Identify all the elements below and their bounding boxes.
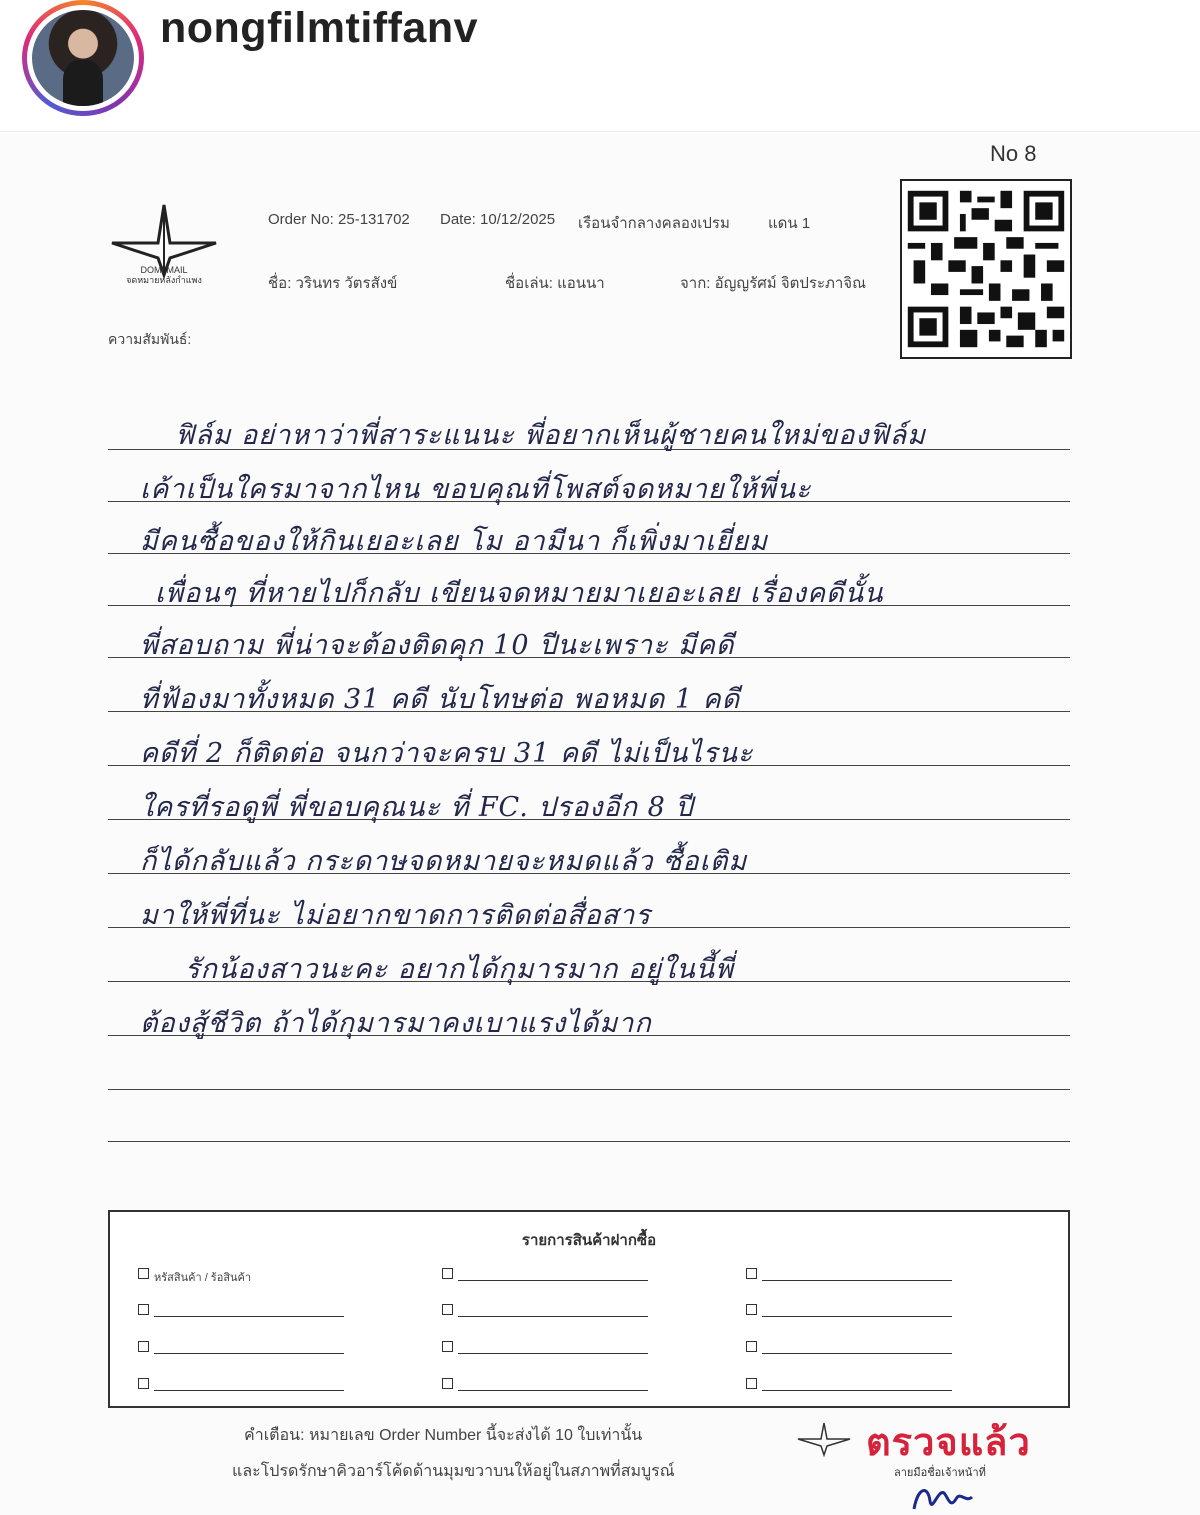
product-box-title: รายการสินค้าฝากซื้อ <box>521 1232 657 1249</box>
username[interactable]: nongfilmtiffanv <box>160 4 479 52</box>
avatar[interactable] <box>22 0 144 116</box>
logo-caption: DOMI MAIL จดหมายหลังกำแพง <box>126 265 202 285</box>
checkbox[interactable] <box>746 1341 757 1352</box>
ruled-line <box>108 1141 1070 1142</box>
checkbox[interactable] <box>138 1378 149 1389</box>
checkbox[interactable] <box>746 1304 757 1315</box>
post-header <box>0 0 1200 132</box>
order-date: Date: 10/12/2025 <box>440 211 556 228</box>
product-label: หรัสสินค้า / ร้อสินค้า <box>154 1272 252 1284</box>
checkbox[interactable] <box>442 1378 453 1389</box>
product-order-box <box>108 1210 1070 1408</box>
checkbox[interactable] <box>442 1268 453 1279</box>
stamp-caption: ลายมือชื่อเจ้าหน้าที่ <box>894 1467 986 1479</box>
handwritten-line: ที่ฟ้องมาทั้งหมด 31 คดี นับโทษต่อ พอหมด 1 คดี <box>140 684 741 715</box>
handwritten-line: รักน้องสาวนะคะ อยากได้กุมารมาก อยู่ในนี้พี่ <box>185 954 734 985</box>
signature-icon <box>908 1479 978 1515</box>
letter-image <box>0 133 1200 1515</box>
entry-line <box>154 1353 344 1354</box>
warning-line-1: คำเตือน: หมายเลข Order Number นี้จะส่งได้ 10 ใบเท่านั้น <box>244 1427 643 1444</box>
entry-line <box>458 1390 648 1391</box>
ruled-line <box>108 1089 1070 1090</box>
stamp-logo-icon <box>796 1421 852 1461</box>
recipient-name: ชื่อ: วรินทร วัตรสังข์ <box>268 275 398 292</box>
handwritten-line: ใครที่รอดูพี่ พี่ขอบคุณนะ ที่ FC. ปรองอีก 8 ปี <box>140 792 694 823</box>
checkbox[interactable] <box>442 1304 453 1315</box>
checkbox[interactable] <box>138 1341 149 1352</box>
checkbox[interactable] <box>138 1268 149 1279</box>
sheet-number: No 8 <box>990 141 1037 166</box>
handwritten-line: มีคนซื้อของให้กินเยอะเลย โม อามีนา ก็เพิ่งมาเยี่ยม <box>140 526 768 557</box>
sender-name: จาก: อัญญรัศม์ จิตประภาจิณ <box>680 275 867 292</box>
handwritten-line: คดีที่ 2 ก็ติดต่อ จนกว่าจะครบ 31 คดี ไม่เป็นไรนะ <box>140 738 754 769</box>
handwritten-line: ฟิล์ม อย่าหาว่าพี่สาระแนนะ พี่อยากเห็นผู้ชายคนใหม่ของฟิล์ม <box>175 420 926 451</box>
profile-photo-icon <box>32 10 134 106</box>
handwritten-line: ก็ได้กลับแล้ว กระดาษจดหมายจะหมดแล้ว ซื้อเติม <box>140 846 748 877</box>
warning-line-2: และโปรดรักษาคิวอาร์โค้ดด้านมุมขวาบนให้อยู่ในสภาพที่สมบูรณ์ <box>232 1463 675 1480</box>
handwritten-line: พี่สอบถาม พี่น่าจะต้องติดคุก 10 ปีนะเพราะ มีคดี <box>140 630 735 661</box>
handwritten-line: เค้าเป็นใครมาจากไหน ขอบคุณที่โพสต์จดหมายให้พี่นะ <box>140 474 812 505</box>
checkbox[interactable] <box>746 1378 757 1389</box>
checkbox[interactable] <box>138 1304 149 1315</box>
handwritten-line: ต้องสู้ชีวิต ถ้าได้กุมารมาคงเบาแรงได้มาก <box>140 1008 652 1039</box>
order-number: Order No: 25-131702 <box>268 211 410 228</box>
handwritten-line: เพื่อนๆ ที่หายไปก็กลับ เขียนจดหมายมาเยอะเลย เรื่องคดีนั้น <box>155 578 884 609</box>
recipient-nickname: ชื่อเล่น: แอนนา <box>505 275 605 292</box>
entry-line <box>154 1316 344 1317</box>
checkbox[interactable] <box>442 1341 453 1352</box>
entry-line <box>762 1353 952 1354</box>
entry-line <box>762 1280 952 1281</box>
relationship-label: ความสัมพันธ์: <box>108 331 192 347</box>
entry-line <box>762 1316 952 1317</box>
handwritten-line: มาให้พี่ที่นะ ไม่อยากขาดการติดต่อสื่อสาร <box>140 900 651 931</box>
prison-name: เรือนจำกลางคลองเปรม <box>578 215 730 232</box>
inspected-stamp: ตรวจแล้ว <box>866 1420 1031 1464</box>
entry-line <box>458 1316 648 1317</box>
entry-line <box>154 1390 344 1391</box>
entry-line <box>458 1280 648 1281</box>
entry-line <box>762 1390 952 1391</box>
section-number: แดน 1 <box>768 215 811 232</box>
checkbox[interactable] <box>746 1268 757 1279</box>
entry-line <box>458 1353 648 1354</box>
qr-code-icon <box>900 179 1072 359</box>
